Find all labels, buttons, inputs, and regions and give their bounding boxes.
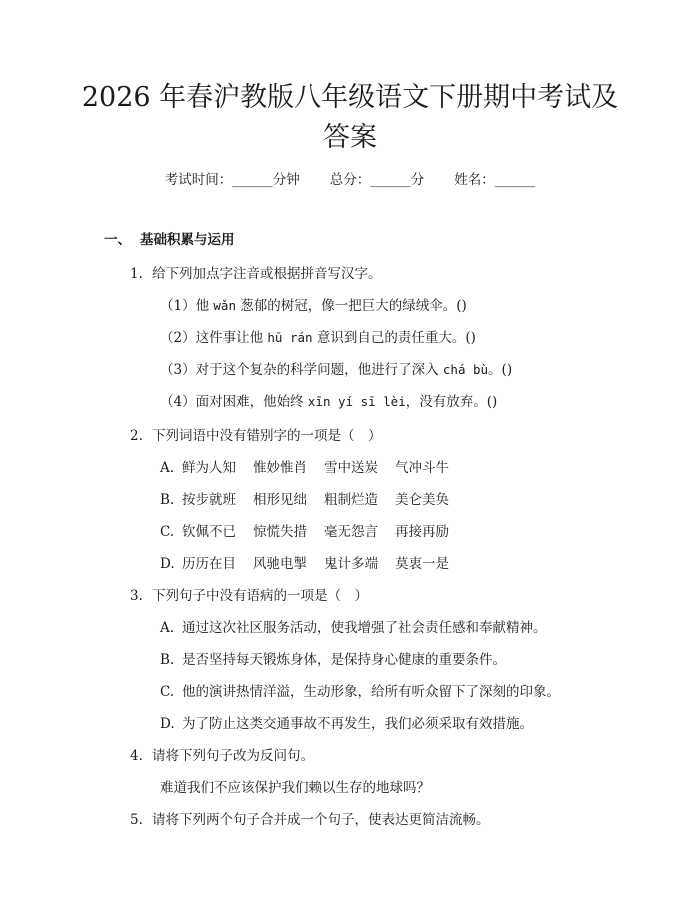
option-letter: D. (160, 716, 175, 732)
option-letter: B. (160, 492, 175, 508)
option-word: 粗制烂造 (324, 492, 378, 508)
question-number: 3. (130, 588, 143, 604)
title-line-1: 2026 年春沪教版八年级语文下册期中考试及 (81, 82, 619, 113)
option-word: 惟妙惟肖 (253, 460, 307, 476)
question-number: 5. (130, 812, 143, 828)
question-number: 1. (130, 266, 143, 282)
q3-option-c (160, 680, 560, 700)
question-number: 2. (130, 428, 143, 444)
option-letter: B. (160, 652, 175, 668)
exam-info (0, 168, 700, 188)
option-word: 鬼计多端 (324, 556, 378, 572)
pinyin: wǎn (213, 298, 236, 313)
option-word: 美仑美奂 (395, 492, 449, 508)
option-word: 鲜为人知 (182, 460, 236, 476)
q3-option-a (160, 616, 547, 636)
q3-option-b (160, 648, 506, 668)
pinyin: xīn yí sī lèi (307, 394, 406, 409)
section-title: 基础积累与运用 (140, 232, 235, 248)
option-letter: A. (160, 620, 175, 636)
section-heading (104, 228, 235, 248)
question-3 (130, 584, 368, 604)
option-word: 毫无怨言 (324, 524, 378, 540)
option-word: 雪中送炭 (324, 460, 378, 476)
question-2 (130, 424, 382, 444)
q1-item-3 (160, 358, 512, 378)
pinyin: hū rán (267, 330, 313, 345)
option-word: 钦佩不已 (182, 524, 236, 540)
pinyin: chá bù (442, 362, 489, 377)
item-text: （2）这件事让他 (160, 330, 268, 346)
q1-item-2 (160, 326, 476, 346)
item-text: （4）面对困难，他始终 (160, 394, 308, 410)
option-letter: C. (160, 524, 175, 540)
option-word: 历历在目 (182, 556, 236, 572)
question-4 (130, 744, 314, 764)
item-text: ，没有放弃。() (405, 394, 498, 410)
q2-option-c (160, 520, 466, 540)
option-word: 气冲斗牛 (395, 460, 449, 476)
question-text: 请将下列句子改为反问句。 (152, 748, 314, 764)
item-text: （1）他 (160, 298, 214, 314)
option-word: 再接再励 (395, 524, 449, 540)
item-text: 葱郁的树冠，像一把巨大的绿绒伞。() (235, 298, 467, 314)
document-title (60, 78, 640, 158)
option-word: 惊慌失措 (253, 524, 307, 540)
item-text: （3）对于这个复杂的科学问题，他进行了深入 (160, 362, 443, 378)
student-name-label: 姓名：______ (454, 172, 536, 188)
question-text: 请将下列两个句子合并成一个句子，使表达更简洁流畅。 (152, 812, 490, 828)
q2-option-a (160, 456, 466, 476)
option-text: 他的演讲热情洋溢，生动形象，给所有听众留下了深刻的印象。 (182, 684, 560, 700)
q3-option-d (160, 712, 533, 732)
option-word: 相形见绌 (253, 492, 307, 508)
exam-time-label: 考试时间：______分钟 (164, 172, 300, 188)
item-text: 。() (488, 362, 513, 378)
q2-option-b (160, 488, 466, 508)
q4-sentence: 难道我们不应该保护我们赖以生存的地球吗？ (160, 780, 430, 796)
question-5 (130, 808, 490, 828)
question-1 (130, 262, 382, 282)
option-letter: D. (160, 556, 175, 572)
q2-option-d (160, 552, 466, 572)
total-score-label: 总分：______分 (329, 172, 425, 188)
question-number: 4. (130, 748, 143, 764)
section-number: 一、 (104, 232, 131, 248)
option-text: 通过这次社区服务活动，使我增强了社会责任感和奉献精神。 (182, 620, 547, 636)
question-text: 下列词语中没有错别字的一项是（ ） (152, 428, 382, 444)
title-line-2: 答案 (323, 122, 377, 153)
item-text: 意识到自己的责任重大。() (312, 330, 476, 346)
option-text: 是否坚持每天锻炼身体，是保持身心健康的重要条件。 (182, 652, 506, 668)
question-text: 给下列加点字注音或根据拼音写汉字。 (152, 266, 382, 282)
option-text: 为了防止这类交通事故不再发生，我们必须采取有效措施。 (182, 716, 533, 732)
option-word: 风驰电掣 (253, 556, 307, 572)
q1-item-4 (160, 390, 497, 410)
option-letter: A. (160, 460, 175, 476)
question-text: 下列句子中没有语病的一项是（ ） (152, 588, 368, 604)
q1-item-1 (160, 294, 467, 314)
option-letter: C. (160, 684, 175, 700)
option-word: 莫衷一是 (395, 556, 449, 572)
option-word: 按步就班 (182, 492, 236, 508)
